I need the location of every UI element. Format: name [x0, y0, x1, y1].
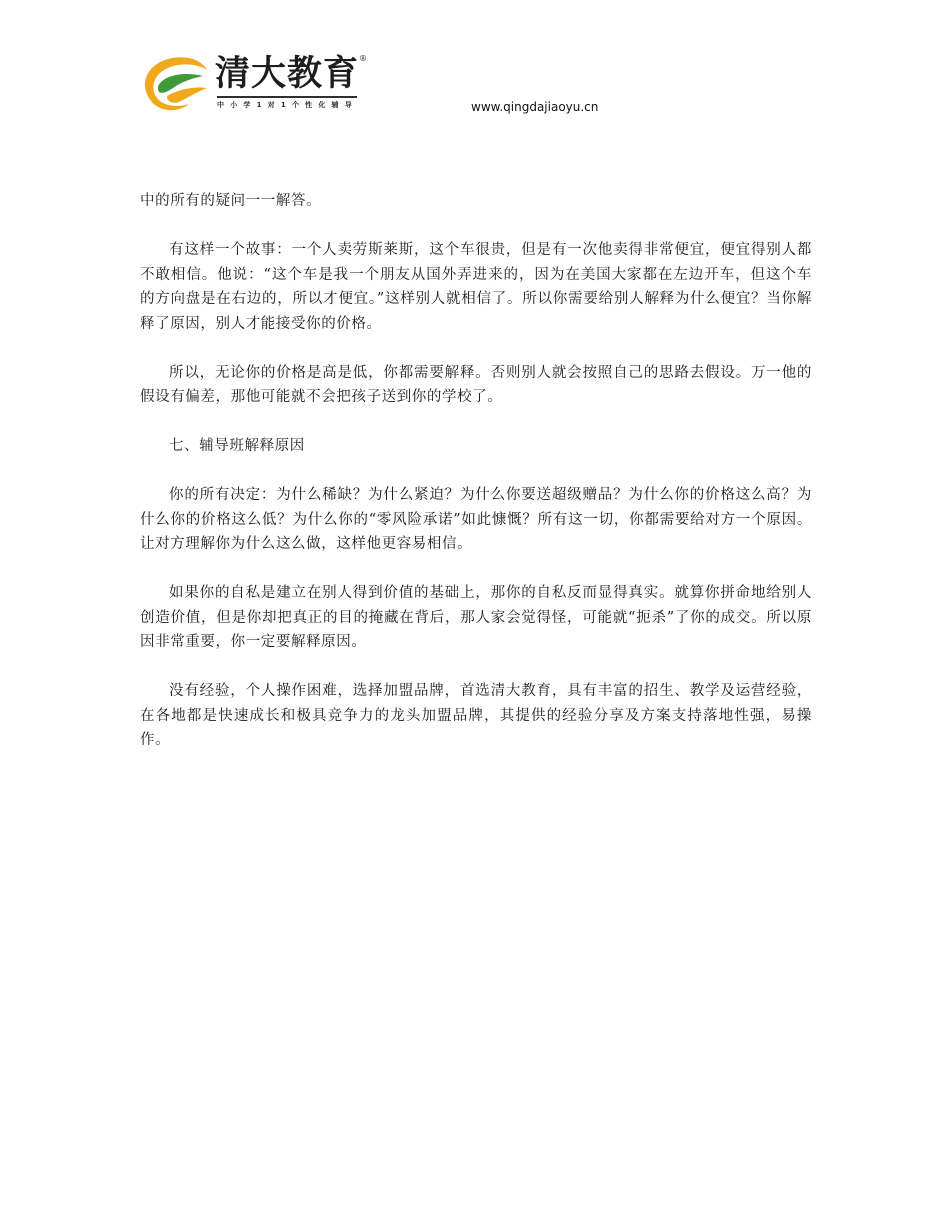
- paragraph: 有这样一个故事：一个人卖劳斯莱斯，这个车很贵，但是有一次他卖得非常便宜，便宜得别人都不敢相信。他说：“这个车是我一个朋友从国外弄进来的，因为在美国大家都在左边开车，但这个车的方向盘是在右边的，所以才便宜。”这样别人就相信了。所以你需要给别人解释为什么便宜？当你解释了原因，别人才能接受你的价格。: [140, 242, 812, 332]
- brand-logo: [137, 52, 377, 118]
- leaf-swirl-logo-icon: [137, 52, 209, 116]
- website-url: www.qingdajiaoyu.cn: [471, 100, 599, 114]
- paragraph: 中的所有的疑问一一解答。: [140, 193, 322, 209]
- paragraph: 没有经验，个人操作困难，选择加盟品牌，首选清大教育，具有丰富的招生、教学及运营经验，在各地都是快速成长和极具竞争力的龙头加盟品牌，其提供的经验分享及方案支持落地性强，易操作。: [140, 683, 812, 748]
- paragraph: 你的所有决定：为什么稀缺？为什么紧迫？为什么你要送超级赠品？为什么你的价格这么高？为什么你的价格这么低？为什么你的“零风险承诺”如此慷慨？所有这一切，你都需要给对方一个原因。让对方理解你为什么这么做，这样他更容易相信。: [140, 487, 812, 552]
- brand-divider: [217, 96, 357, 98]
- section-heading: 七、辅导班解释原因: [169, 438, 305, 454]
- page-header: [0, 0, 950, 130]
- paragraph: 所以，无论你的价格是高是低，你都需要解释。否则别人就会按照自己的思路去假设。万一他的假设有偏差，那他可能就不会把孩子送到你的学校了。: [140, 364, 812, 405]
- paragraph: 如果你的自私是建立在别人得到价值的基础上，那你的自私反而显得真实。就算你拼命地给别人创造价值，但是你却把真正的目的掩藏在背后，那人家会觉得怪，可能就“扼杀”了你的成交。所以原因非常重要，你一定要解释原因。: [140, 585, 812, 650]
- document-body: [140, 189, 812, 777]
- brand-slogan: 中小学1对1个性化辅导: [217, 101, 358, 109]
- brand-name: 清大教育: [215, 54, 360, 94]
- registered-mark: ®: [359, 54, 367, 63]
